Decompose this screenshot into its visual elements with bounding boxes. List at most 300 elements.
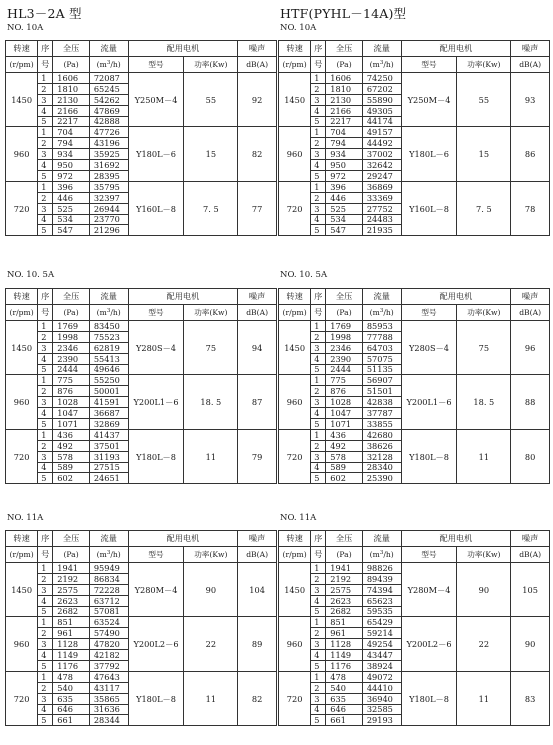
fan-performance-table [5, 288, 277, 484]
motor-power-cell: 75 [457, 321, 511, 375]
flow-cell: 72228 [89, 584, 128, 595]
header-motor [401, 531, 511, 547]
fan-table-wrapper [5, 530, 277, 726]
noise-cell: 94 [238, 321, 277, 375]
pressure-cell: 396 [53, 181, 90, 192]
flow-cell: 49254 [362, 639, 401, 650]
flow-unit-pre: (m [96, 307, 107, 317]
header-power [184, 57, 238, 73]
header-speed [279, 531, 311, 547]
flow-cell: 77788 [362, 331, 401, 342]
flow-cell: 43117 [89, 682, 128, 693]
header-seq-label-2: 号 [314, 549, 323, 560]
header-flow-unit [362, 305, 401, 321]
header-row [279, 305, 550, 321]
pressure-cell: 446 [53, 192, 90, 203]
fan-performance-table [278, 288, 550, 484]
pressure-cell: 525 [53, 203, 90, 214]
motor-power-cell: 11 [457, 671, 511, 725]
title-right: HTF(PYHL－14A)型 [280, 6, 407, 21]
table-row [279, 321, 550, 332]
flow-cell: 63524 [89, 617, 128, 628]
seq-cell: 3 [311, 693, 326, 704]
flow-cell: 59214 [362, 628, 401, 639]
flow-cell: 64703 [362, 342, 401, 353]
header-motor [128, 531, 238, 547]
flow-cell: 32642 [362, 160, 401, 171]
motor-power-cell: 18. 5 [184, 375, 238, 429]
pressure-cell: 876 [53, 386, 90, 397]
motor-power-cell: 22 [184, 617, 238, 671]
flow-cell: 49072 [362, 671, 401, 682]
flow-cell: 41437 [89, 429, 128, 440]
pressure-cell: 646 [53, 704, 90, 715]
header-flow [89, 289, 128, 305]
header-pressure-label: 全压 [62, 291, 80, 302]
pressure-cell: 492 [326, 440, 363, 451]
pressure-cell: 1810 [53, 83, 90, 94]
header-speed-unit [6, 57, 38, 73]
header-seq [311, 289, 326, 305]
seq-cell: 5 [311, 364, 326, 375]
header-seq-2 [311, 547, 326, 563]
flow-cell: 24483 [362, 214, 401, 225]
pressure-cell: 540 [53, 682, 90, 693]
header-noise-unit [238, 547, 277, 563]
flow-cell: 33855 [362, 419, 401, 430]
pressure-unit: (Pa) [336, 59, 352, 69]
seq-cell: 3 [311, 397, 326, 408]
noise-cell: 89 [238, 617, 277, 671]
header-seq-label: 序 [314, 43, 323, 54]
seq-cell: 2 [38, 628, 53, 639]
flow-cell: 47726 [89, 127, 128, 138]
flow-unit-pre: (m [369, 307, 380, 317]
pressure-cell: 589 [53, 462, 90, 473]
flow-unit-pre: (m [369, 59, 380, 69]
noise-cell: 90 [511, 617, 550, 671]
header-flow-label: 流量 [373, 291, 390, 302]
noise-cell: 78 [511, 181, 550, 235]
header-power-label: 功率(Kw) [467, 549, 501, 559]
noise-unit: dB(A) [246, 549, 269, 559]
pressure-cell: 478 [53, 671, 90, 682]
header-seq-2 [311, 305, 326, 321]
seq-cell: 4 [311, 704, 326, 715]
noise-cell: 104 [238, 563, 277, 617]
pressure-cell: 2217 [326, 116, 363, 127]
pressure-cell: 1941 [326, 563, 363, 574]
pressure-cell: 704 [326, 127, 363, 138]
header-pressure [326, 41, 363, 57]
motor-power-cell: 11 [457, 429, 511, 483]
header-speed [6, 289, 38, 305]
seq-cell: 5 [311, 171, 326, 182]
speed-unit: (r/pm) [9, 59, 34, 69]
seq-cell: 3 [38, 639, 53, 650]
pressure-cell: 961 [326, 628, 363, 639]
motor-model-cell: Y160L－8 [401, 181, 457, 235]
header-noise [511, 531, 550, 547]
speed-cell: 960 [279, 127, 311, 181]
header-speed-unit [6, 547, 38, 563]
noise-cell: 83 [511, 671, 550, 725]
pressure-cell: 478 [326, 671, 363, 682]
header-model-label: 型号 [148, 307, 164, 317]
flow-unit-sup: 3 [379, 549, 384, 556]
header-power-label: 功率(Kw) [467, 59, 501, 69]
pressure-cell: 1769 [53, 321, 90, 332]
header-speed-label: 转速 [13, 533, 30, 544]
seq-cell: 4 [38, 595, 53, 606]
header-speed [279, 41, 311, 57]
header-speed-label: 转速 [13, 43, 30, 54]
table-row [6, 181, 277, 192]
flow-cell: 37501 [89, 440, 128, 451]
seq-cell: 1 [311, 321, 326, 332]
noise-cell: 79 [238, 429, 277, 483]
header-flow-unit [89, 305, 128, 321]
header-pressure-unit [326, 57, 363, 73]
pressure-cell: 2217 [53, 116, 90, 127]
flow-cell: 37792 [89, 661, 128, 672]
header-row [279, 547, 550, 563]
seq-cell: 3 [311, 451, 326, 462]
seq-cell: 1 [311, 127, 326, 138]
flow-cell: 31193 [89, 451, 128, 462]
header-pressure-unit [326, 305, 363, 321]
pressure-cell: 2192 [53, 573, 90, 584]
pressure-unit: (Pa) [63, 307, 79, 317]
header-seq-2 [311, 57, 326, 73]
speed-cell: 960 [279, 375, 311, 429]
flow-cell: 51501 [362, 386, 401, 397]
flow-cell: 57490 [89, 628, 128, 639]
header-noise-label: 噪声 [248, 533, 266, 544]
flow-cell: 65623 [362, 595, 401, 606]
header-power-label: 功率(Kw) [194, 307, 228, 317]
flow-cell: 36687 [89, 408, 128, 419]
noise-cell: 82 [238, 127, 277, 181]
section-label: NO. 11A [280, 513, 317, 523]
header-noise-unit [511, 57, 550, 73]
header-seq [311, 41, 326, 57]
flow-unit-post: /h) [110, 59, 121, 69]
header-speed-label: 转速 [13, 291, 30, 302]
pressure-cell: 436 [326, 429, 363, 440]
flow-cell: 47869 [89, 105, 128, 116]
seq-cell: 1 [311, 671, 326, 682]
header-row [279, 531, 550, 547]
pressure-cell: 1071 [326, 419, 363, 430]
flow-cell: 74394 [362, 584, 401, 595]
header-pressure [326, 289, 363, 305]
motor-model-cell: Y280M－4 [401, 563, 457, 617]
motor-model-cell: Y200L1－6 [128, 375, 184, 429]
pressure-cell: 635 [326, 693, 363, 704]
table-row [279, 73, 550, 84]
header-row [279, 57, 550, 73]
header-seq-2 [38, 305, 53, 321]
header-power-label: 功率(Kw) [467, 307, 501, 317]
pressure-cell: 2575 [326, 584, 363, 595]
fan-performance-table [278, 40, 550, 236]
pressure-cell: 436 [53, 429, 90, 440]
flow-cell: 67202 [362, 83, 401, 94]
flow-cell: 42182 [89, 650, 128, 661]
flow-unit-post: /h) [383, 307, 394, 317]
pressure-cell: 775 [53, 375, 90, 386]
pressure-cell: 2623 [53, 595, 90, 606]
seq-cell: 4 [38, 462, 53, 473]
header-seq-2 [38, 547, 53, 563]
motor-model-cell: Y200L1－6 [401, 375, 457, 429]
table-row [6, 73, 277, 84]
header-speed-unit [279, 547, 311, 563]
flow-cell: 49305 [362, 105, 401, 116]
seq-cell: 5 [311, 225, 326, 236]
flow-cell: 54262 [89, 94, 128, 105]
flow-cell: 65245 [89, 83, 128, 94]
table-row [279, 563, 550, 574]
pressure-cell: 1071 [53, 419, 90, 430]
seq-cell: 1 [38, 321, 53, 332]
table-row [6, 127, 277, 138]
motor-model-cell: Y180L－8 [401, 671, 457, 725]
header-flow-unit [89, 57, 128, 73]
table-row [6, 563, 277, 574]
flow-cell: 32585 [362, 704, 401, 715]
pressure-cell: 972 [53, 171, 90, 182]
seq-cell: 5 [38, 225, 53, 236]
speed-cell: 1450 [6, 73, 38, 127]
flow-cell: 59535 [362, 606, 401, 617]
fan-performance-table [5, 40, 277, 236]
section-label: NO. 10A [7, 23, 44, 33]
seq-cell: 3 [311, 584, 326, 595]
flow-cell: 55413 [89, 353, 128, 364]
header-flow-unit [89, 547, 128, 563]
pressure-cell: 794 [53, 138, 90, 149]
seq-cell: 5 [38, 715, 53, 726]
flow-cell: 26944 [89, 203, 128, 214]
table-row [6, 429, 277, 440]
flow-unit-post: /h) [383, 59, 394, 69]
seq-cell: 3 [38, 397, 53, 408]
flow-cell: 62819 [89, 342, 128, 353]
noise-cell: 88 [511, 375, 550, 429]
pressure-cell: 540 [326, 682, 363, 693]
flow-unit-pre: (m [96, 549, 107, 559]
header-speed-label: 转速 [286, 43, 303, 54]
pressure-cell: 602 [326, 473, 363, 484]
pressure-cell: 950 [53, 160, 90, 171]
motor-model-cell: Y280S－4 [128, 321, 184, 375]
header-row [6, 531, 277, 547]
flow-cell: 38924 [362, 661, 401, 672]
header-pressure-label: 全压 [335, 291, 353, 302]
pressure-cell: 578 [326, 451, 363, 462]
speed-unit: (r/pm) [282, 307, 307, 317]
header-power [457, 57, 511, 73]
header-noise [511, 41, 550, 57]
fan-table-wrapper [278, 530, 550, 726]
pressure-cell: 547 [53, 225, 90, 236]
motor-model-cell: Y180L－8 [128, 429, 184, 483]
header-pressure-label: 全压 [335, 43, 353, 54]
seq-cell: 4 [38, 214, 53, 225]
pressure-cell: 661 [326, 715, 363, 726]
pressure-cell: 492 [53, 440, 90, 451]
speed-cell: 1450 [279, 321, 311, 375]
flow-cell: 44492 [362, 138, 401, 149]
fan-performance-table [278, 530, 550, 726]
pressure-cell: 1998 [53, 331, 90, 342]
header-flow [362, 289, 401, 305]
seq-cell: 5 [38, 116, 53, 127]
seq-cell: 4 [38, 160, 53, 171]
flow-cell: 33369 [362, 192, 401, 203]
speed-cell: 1450 [6, 321, 38, 375]
seq-cell: 1 [38, 563, 53, 574]
motor-model-cell: Y200L2－6 [128, 617, 184, 671]
seq-cell: 4 [311, 160, 326, 171]
flow-cell: 24651 [89, 473, 128, 484]
seq-cell: 5 [311, 715, 326, 726]
header-noise-label: 噪声 [248, 43, 266, 54]
flow-unit-post: /h) [110, 549, 121, 559]
flow-cell: 56907 [362, 375, 401, 386]
seq-cell: 4 [38, 704, 53, 715]
noise-unit: dB(A) [519, 549, 542, 559]
pressure-cell: 2130 [53, 94, 90, 105]
noise-cell: 80 [511, 429, 550, 483]
header-pressure [53, 531, 90, 547]
header-motor [401, 41, 511, 57]
noise-cell: 86 [511, 127, 550, 181]
motor-model-cell: Y180L－8 [401, 429, 457, 483]
seq-cell: 3 [38, 94, 53, 105]
header-power [184, 547, 238, 563]
speed-cell: 720 [279, 181, 311, 235]
header-power-label: 功率(Kw) [194, 549, 228, 559]
speed-unit: (r/pm) [282, 549, 307, 559]
motor-power-cell: 15 [457, 127, 511, 181]
seq-cell: 2 [311, 138, 326, 149]
header-power [457, 547, 511, 563]
seq-cell: 5 [38, 171, 53, 182]
pressure-cell: 1128 [326, 639, 363, 650]
seq-cell: 3 [311, 342, 326, 353]
seq-cell: 1 [38, 375, 53, 386]
pressure-cell: 2444 [326, 364, 363, 375]
seq-cell: 1 [311, 617, 326, 628]
header-pressure-unit [53, 57, 90, 73]
header-flow [89, 41, 128, 57]
noise-cell: 105 [511, 563, 550, 617]
seq-cell: 1 [38, 127, 53, 138]
pressure-cell: 578 [53, 451, 90, 462]
pressure-cell: 2444 [53, 364, 90, 375]
pressure-cell: 2130 [326, 94, 363, 105]
pressure-cell: 2346 [326, 342, 363, 353]
pressure-cell: 2166 [53, 105, 90, 116]
header-speed [6, 531, 38, 547]
seq-cell: 2 [311, 573, 326, 584]
noise-cell: 92 [238, 73, 277, 127]
header-flow-label: 流量 [373, 533, 390, 544]
flow-cell: 37002 [362, 149, 401, 160]
flow-cell: 43196 [89, 138, 128, 149]
flow-cell: 85953 [362, 321, 401, 332]
header-noise [238, 531, 277, 547]
header-model-label: 型号 [421, 59, 437, 69]
noise-unit: dB(A) [519, 59, 542, 69]
seq-cell: 2 [38, 386, 53, 397]
header-model [128, 57, 184, 73]
pressure-cell: 2682 [326, 606, 363, 617]
header-noise-label: 噪声 [521, 533, 539, 544]
motor-power-cell: 18. 5 [457, 375, 511, 429]
flow-cell: 74250 [362, 73, 401, 84]
seq-cell: 3 [311, 149, 326, 160]
header-row [6, 57, 277, 73]
flow-cell: 37787 [362, 408, 401, 419]
speed-cell: 960 [279, 617, 311, 671]
noise-cell: 77 [238, 181, 277, 235]
pressure-cell: 635 [53, 693, 90, 704]
header-flow [362, 531, 401, 547]
seq-cell: 3 [311, 203, 326, 214]
header-motor-label: 配用电机 [166, 43, 200, 54]
flow-cell: 28344 [89, 715, 128, 726]
header-model-label: 型号 [148, 59, 164, 69]
seq-cell: 4 [311, 353, 326, 364]
pressure-cell: 2575 [53, 584, 90, 595]
pressure-cell: 1769 [326, 321, 363, 332]
header-motor-label: 配用电机 [439, 43, 473, 54]
header-model-label: 型号 [421, 307, 437, 317]
speed-cell: 1450 [279, 73, 311, 127]
header-noise [238, 41, 277, 57]
flow-cell: 32397 [89, 192, 128, 203]
noise-cell: 93 [511, 73, 550, 127]
pressure-cell: 646 [326, 704, 363, 715]
seq-cell: 3 [38, 451, 53, 462]
seq-cell: 1 [38, 671, 53, 682]
motor-power-cell: 75 [184, 321, 238, 375]
noise-cell: 87 [238, 375, 277, 429]
flow-cell: 43447 [362, 650, 401, 661]
header-speed-unit [279, 305, 311, 321]
pressure-cell: 851 [326, 617, 363, 628]
seq-cell: 1 [311, 563, 326, 574]
pressure-unit: (Pa) [63, 549, 79, 559]
flow-unit-sup: 3 [379, 59, 384, 66]
flow-cell: 29193 [362, 715, 401, 726]
noise-unit: dB(A) [519, 307, 542, 317]
flow-cell: 29247 [362, 171, 401, 182]
motor-power-cell: 55 [184, 73, 238, 127]
seq-cell: 1 [311, 429, 326, 440]
header-seq [38, 41, 53, 57]
seq-cell: 3 [38, 149, 53, 160]
header-motor-label: 配用电机 [166, 533, 200, 544]
noise-cell: 96 [511, 321, 550, 375]
seq-cell: 2 [38, 138, 53, 149]
flow-cell: 75523 [89, 331, 128, 342]
pressure-cell: 934 [53, 149, 90, 160]
